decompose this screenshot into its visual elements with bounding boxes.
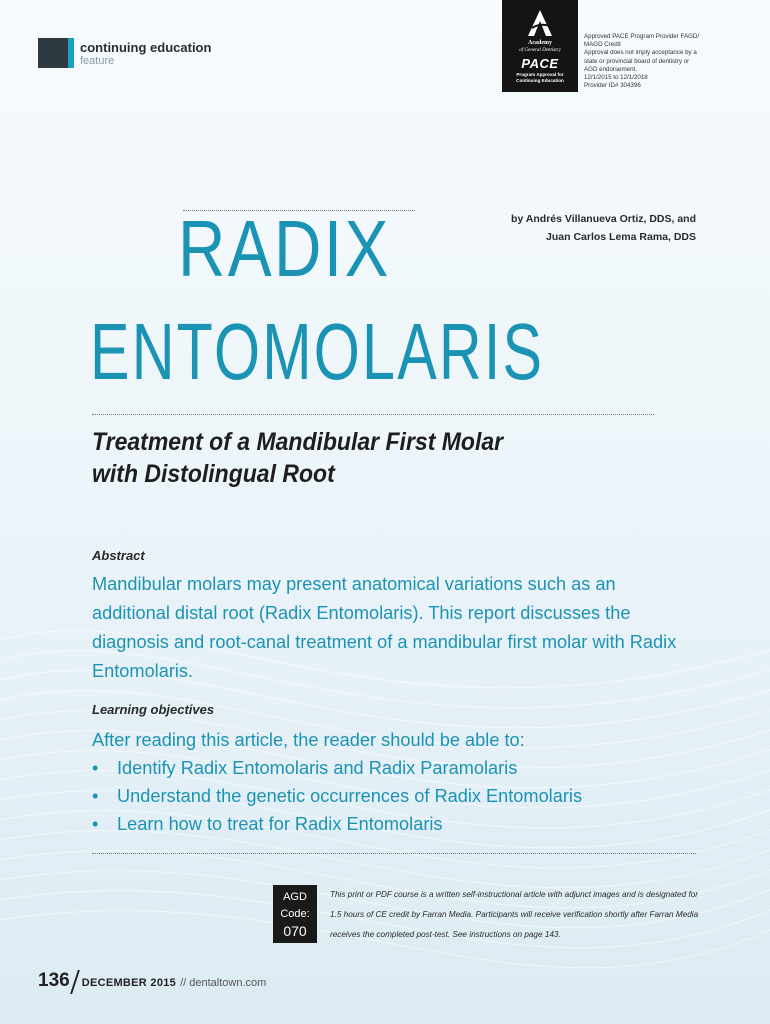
pace-info-line: Provider ID# 304396	[584, 82, 641, 90]
author-byline	[511, 210, 696, 246]
byline-line-2: Juan Carlos Lema Rama, DDS	[546, 231, 696, 243]
pace-info-line: AGD endorsement.	[584, 65, 637, 73]
pace-approval-info	[584, 33, 714, 90]
pace-sub-2: Continuing Education	[516, 78, 564, 83]
pace-info-line: MAGD Credit	[584, 41, 621, 49]
agd-logo-icon	[528, 10, 552, 36]
site-name: // dentaltown.com	[180, 977, 267, 989]
pace-info-line: 12/1/2015 to 12/1/2018	[584, 74, 648, 82]
bullet-icon: •	[92, 786, 99, 806]
objective-text: Identify Radix Entomolaris and Radix Paramolaris	[117, 758, 518, 778]
subtitle-line-1: Treatment of a Mandibular First Molar	[92, 428, 504, 456]
objectives-label: Learning objectives	[92, 702, 215, 717]
article-subtitle	[92, 426, 503, 490]
pace-badge	[502, 0, 578, 92]
byline-line-1: by Andrés Villanueva Ortiz, DDS, and	[511, 213, 696, 225]
pace-word: PACE	[521, 56, 559, 71]
objectives-list	[92, 754, 582, 838]
slash-divider	[70, 970, 80, 994]
pace-sub-1: Program Approval for	[516, 72, 564, 77]
section-tag-text	[80, 38, 211, 67]
agd-label: AGD	[283, 891, 307, 903]
section-name: continuing education	[80, 40, 212, 55]
section-type: feature	[80, 55, 115, 67]
list-item	[92, 782, 582, 810]
objective-text: Learn how to treat for Radix Entomolaris	[117, 814, 443, 834]
agd-code-box	[273, 885, 317, 943]
page-footer	[38, 970, 266, 994]
pace-info-line: Approved PACE Program Provider FAGD/	[584, 33, 700, 40]
ce-credit-note: This print or PDF course is a written self-instructional article with adjunct images and is designated for 1.5 hours of CE credit by Farran Media. Participants will receive verification shortly after Farran Media receives the completed post-test. See instructions on page 143.	[330, 890, 699, 939]
bullet-icon: •	[92, 758, 99, 778]
abstract-label: Abstract	[92, 548, 145, 563]
list-item	[92, 754, 582, 782]
pace-agd: of General Dentistry	[519, 48, 561, 53]
agd-code-label: Code:	[280, 908, 310, 920]
list-item	[92, 810, 582, 838]
article-title-line-2: ENTOMOLARIS	[90, 307, 545, 396]
dotted-divider-middle	[92, 414, 654, 415]
abstract-text: Mandibular molars may present anatomical variations such as an additional distal root (Radix Entomolaris). This report discusses the diagnosis and root-canal treatment of a mandibular first molar with Radix Entomolaris.	[92, 574, 677, 681]
agd-code-number: 070	[283, 923, 307, 939]
objective-text: Understand the genetic occurrences of Radix Entomolaris	[117, 786, 583, 806]
issue-date: DECEMBER 2015	[81, 977, 177, 989]
pace-info-line: Approval does not imply acceptance by a	[584, 49, 697, 57]
subtitle-line-2: with Distolingual Root	[92, 460, 335, 488]
section-tag	[38, 38, 211, 68]
dotted-divider-bottom	[92, 853, 696, 854]
article-title-line-1: RADIX	[178, 204, 391, 293]
page-number: 136	[38, 970, 70, 991]
pace-info-line: state or provincial board of dentistry or	[584, 57, 690, 65]
objectives-intro: After reading this article, the reader should be able to:	[92, 730, 525, 750]
bullet-icon: •	[92, 814, 99, 834]
section-tag-marker	[38, 38, 68, 68]
pace-academy: Academy	[528, 40, 552, 46]
